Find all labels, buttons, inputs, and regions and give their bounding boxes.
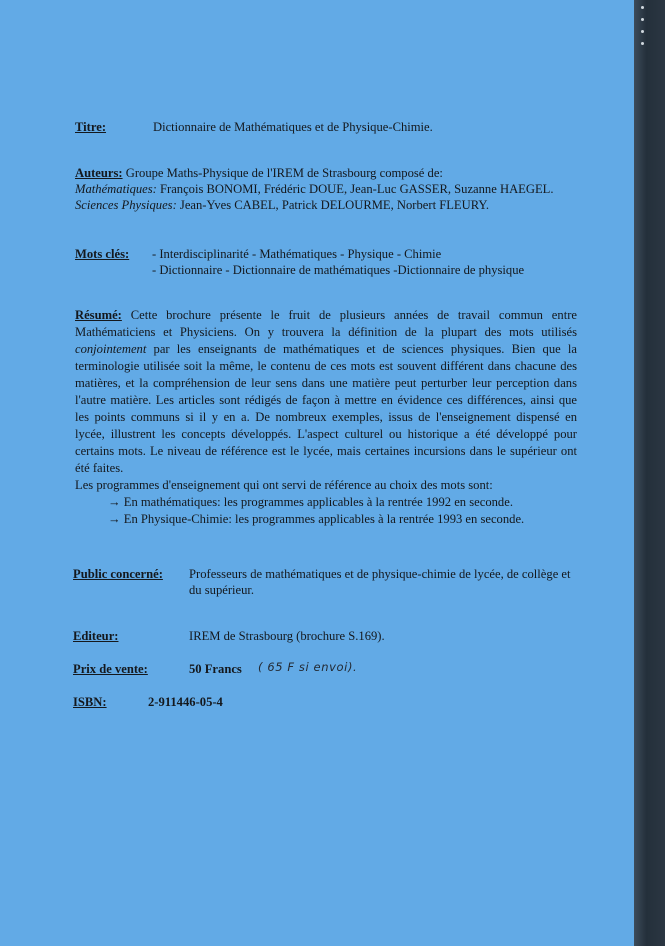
public-label: Public concerné: [73, 567, 163, 581]
prix-label: Prix de vente: [73, 662, 148, 676]
mots-cles-label: Mots clés: [75, 247, 130, 261]
resume-emphasis: conjointement [75, 342, 147, 356]
resume-line: Résumé: Cette brochure présente le fruit de plusieurs années de travail commun entre [75, 308, 577, 322]
resume-line: l'autre matière. Les articles sont rédigés de façon à mettre en évidence ces différences, ainsi que [75, 393, 577, 407]
resume-line: les points communs si il y en a. De nombreux exemples, issus de l'enseignement dispensé en [75, 410, 577, 424]
isbn-label: ISBN: [73, 695, 107, 709]
editeur-value: IREM de Strasbourg (brochure S.169). [189, 629, 385, 643]
prix-handwritten-note: ( 65 F si envoi). [258, 660, 358, 674]
resume-line: certains mots. Le niveau de référence est le lycée, mais certaines incursions dans le supérieur ont [75, 444, 577, 458]
resume-paragraph [75, 307, 577, 528]
titre-label: Titre: [75, 120, 107, 134]
resume-line: été faites. [75, 461, 124, 475]
prix-value: 50 Francs [189, 662, 242, 676]
auteurs-label: Auteurs: [75, 166, 123, 180]
auteurs-phys-label: Sciences Physiques: [75, 198, 177, 212]
resume-line: conjointement par les enseignants de mathématiques et de sciences physiques. Bien que la [75, 342, 577, 356]
arrow-icon: → [108, 495, 121, 509]
resume-line: matières, et la compréhension de leur sens dans une matière peut perturber leur perception dans [75, 376, 577, 390]
auteurs-math-names: François BONOMI, Frédéric DOUE, Jean-Luc GASSER, Suzanne HAEGEL. [160, 182, 554, 196]
programme-item-physique: → En Physique-Chimie: les programmes applicables à la rentrée 1993 en seconde. [108, 512, 525, 526]
auteurs-line [75, 165, 443, 182]
titre-value: Dictionnaire de Mathématiques et de Physique-Chimie. [153, 120, 433, 134]
binding-edge [634, 0, 665, 946]
resume-line: Mathématiciens et Physiciens. On y trouvera la définition de la plupart des mots utilisés [75, 325, 577, 339]
arrow-icon: → [108, 512, 121, 526]
resume-label: Résumé: [75, 308, 122, 322]
isbn-value: 2-911446-05-4 [148, 695, 223, 709]
resume-line: terminologie utilisée soit la même, le contenu de ces mots est souvent différent dans chacune des [75, 359, 577, 373]
auteurs-math-line [75, 181, 553, 198]
auteurs-phys-names: Jean-Yves CABEL, Patrick DELOURME, Norbert FLEURY. [179, 198, 490, 212]
auteurs-phys-line [75, 197, 489, 214]
resume-line: lycée, illustrent les concepts développés. L'aspect culturel ou historique a été développé pour [75, 427, 577, 441]
mots-cles-line2: - Dictionnaire - Dictionnaire de mathématiques -Dictionnaire de physique [152, 263, 525, 277]
auteurs-math-label: Mathématiques: [75, 182, 157, 196]
editeur-label: Editeur: [73, 629, 119, 643]
binding-holes [640, 6, 646, 54]
auteurs-intro: Groupe Maths-Physique de l'IREM de Strasbourg composé de: [125, 166, 443, 180]
public-line2: du supérieur. [189, 583, 255, 597]
mots-cles-line1: - Interdisciplinarité - Mathématiques - Physique - Chimie [152, 247, 442, 261]
programme-item-math: → En mathématiques: les programmes applicables à la rentrée 1992 en seconde. [108, 495, 513, 509]
programmes-intro: Les programmes d'enseignement qui ont servi de référence au choix des mots sont: [75, 478, 493, 492]
public-line1: Professeurs de mathématiques et de physique-chimie de lycée, de collège et [189, 567, 571, 581]
